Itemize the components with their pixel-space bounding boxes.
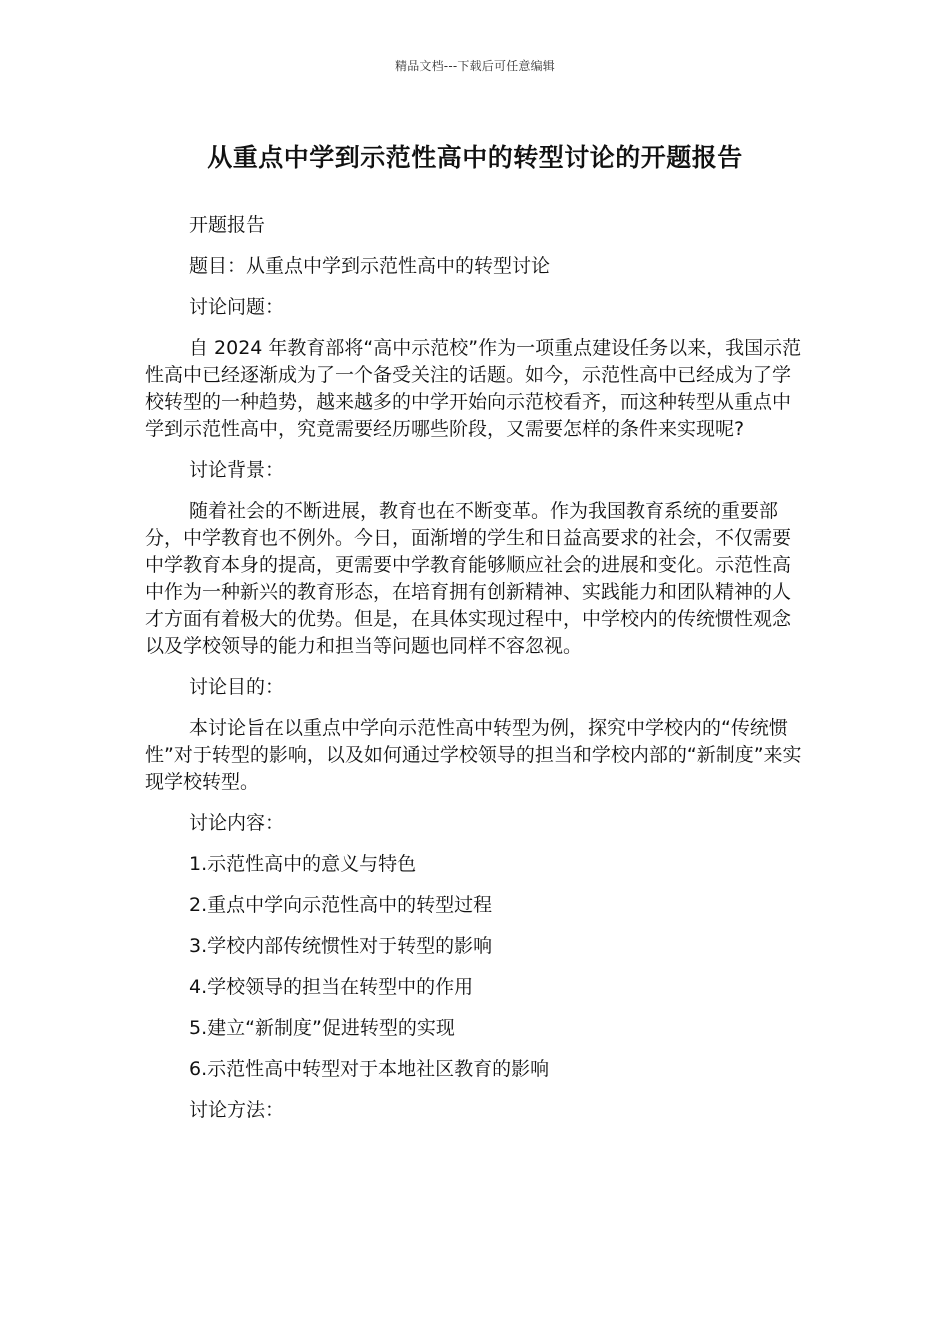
content-list-item: 6.示范性高中转型对于本地社区教育的影响 — [189, 1058, 550, 1080]
page-header-note: 精品文档---下载后可任意编辑 — [395, 59, 555, 73]
content-list-item: 2.重点中学向示范性高中的转型过程 — [189, 894, 493, 916]
content-list-item: 1.示范性高中的意义与特色 — [189, 853, 417, 875]
topic-line: 题目：从重点中学到示范性高中的转型讨论 — [189, 255, 551, 277]
question-heading: 讨论问题： — [189, 296, 285, 318]
background-heading: 讨论背景： — [189, 459, 285, 481]
purpose-paragraph: 本讨论旨在以重点中学向示范性高中转型为例，探究中学校内的“传统惯性”对于转型的影响，以及如何通过学校领导的担当和学校内部的“新制度”来实现学校转型。 — [145, 717, 802, 793]
document-body — [145, 212, 805, 1138]
question-paragraph: 自 2024 年教育部将“高中示范校”作为一项重点建设任务以来，我国示范性高中已经逐渐成为了一个备受关注的话题。如今，示范性高中已经成为了学校转型的一种趋势，越来越多的中学开始向示范校看齐，而这种转型从重点中学到示范性高中，究竟需要经历哪些阶段，又需要怎样的条件来实现呢? — [145, 337, 802, 440]
document-title: 从重点中学到示范性高中的转型讨论的开题报告 — [207, 143, 743, 172]
background-paragraph: 随着社会的不断进展，教育也在不断变革。作为我国教育系统的重要部分，中学教育也不例外。今日，面渐增的学生和日益高要求的社会，不仅需要中学教育本身的提高，更需要中学教育能够顺应社会的进展和变化。示范性高中作为一种新兴的教育形态，在培育拥有创新精神、实践能力和团队精神的人才方面有着极大的优势。但是，在具体实现过程中，中学校内的传统惯性观念以及学校领导的能力和担当等问题也同样不容忽视。 — [145, 500, 792, 657]
content-list-item: 5.建立“新制度”促进转型的实现 — [189, 1017, 455, 1039]
method-heading: 讨论方法： — [189, 1099, 285, 1121]
content-list-item: 3.学校内部传统惯性对于转型的影响 — [189, 935, 493, 957]
content-list-item: 4.学校领导的担当在转型中的作用 — [189, 976, 474, 998]
content-heading: 讨论内容： — [189, 812, 285, 834]
report-label: 开题报告 — [189, 214, 266, 236]
purpose-heading: 讨论目的： — [189, 676, 285, 698]
